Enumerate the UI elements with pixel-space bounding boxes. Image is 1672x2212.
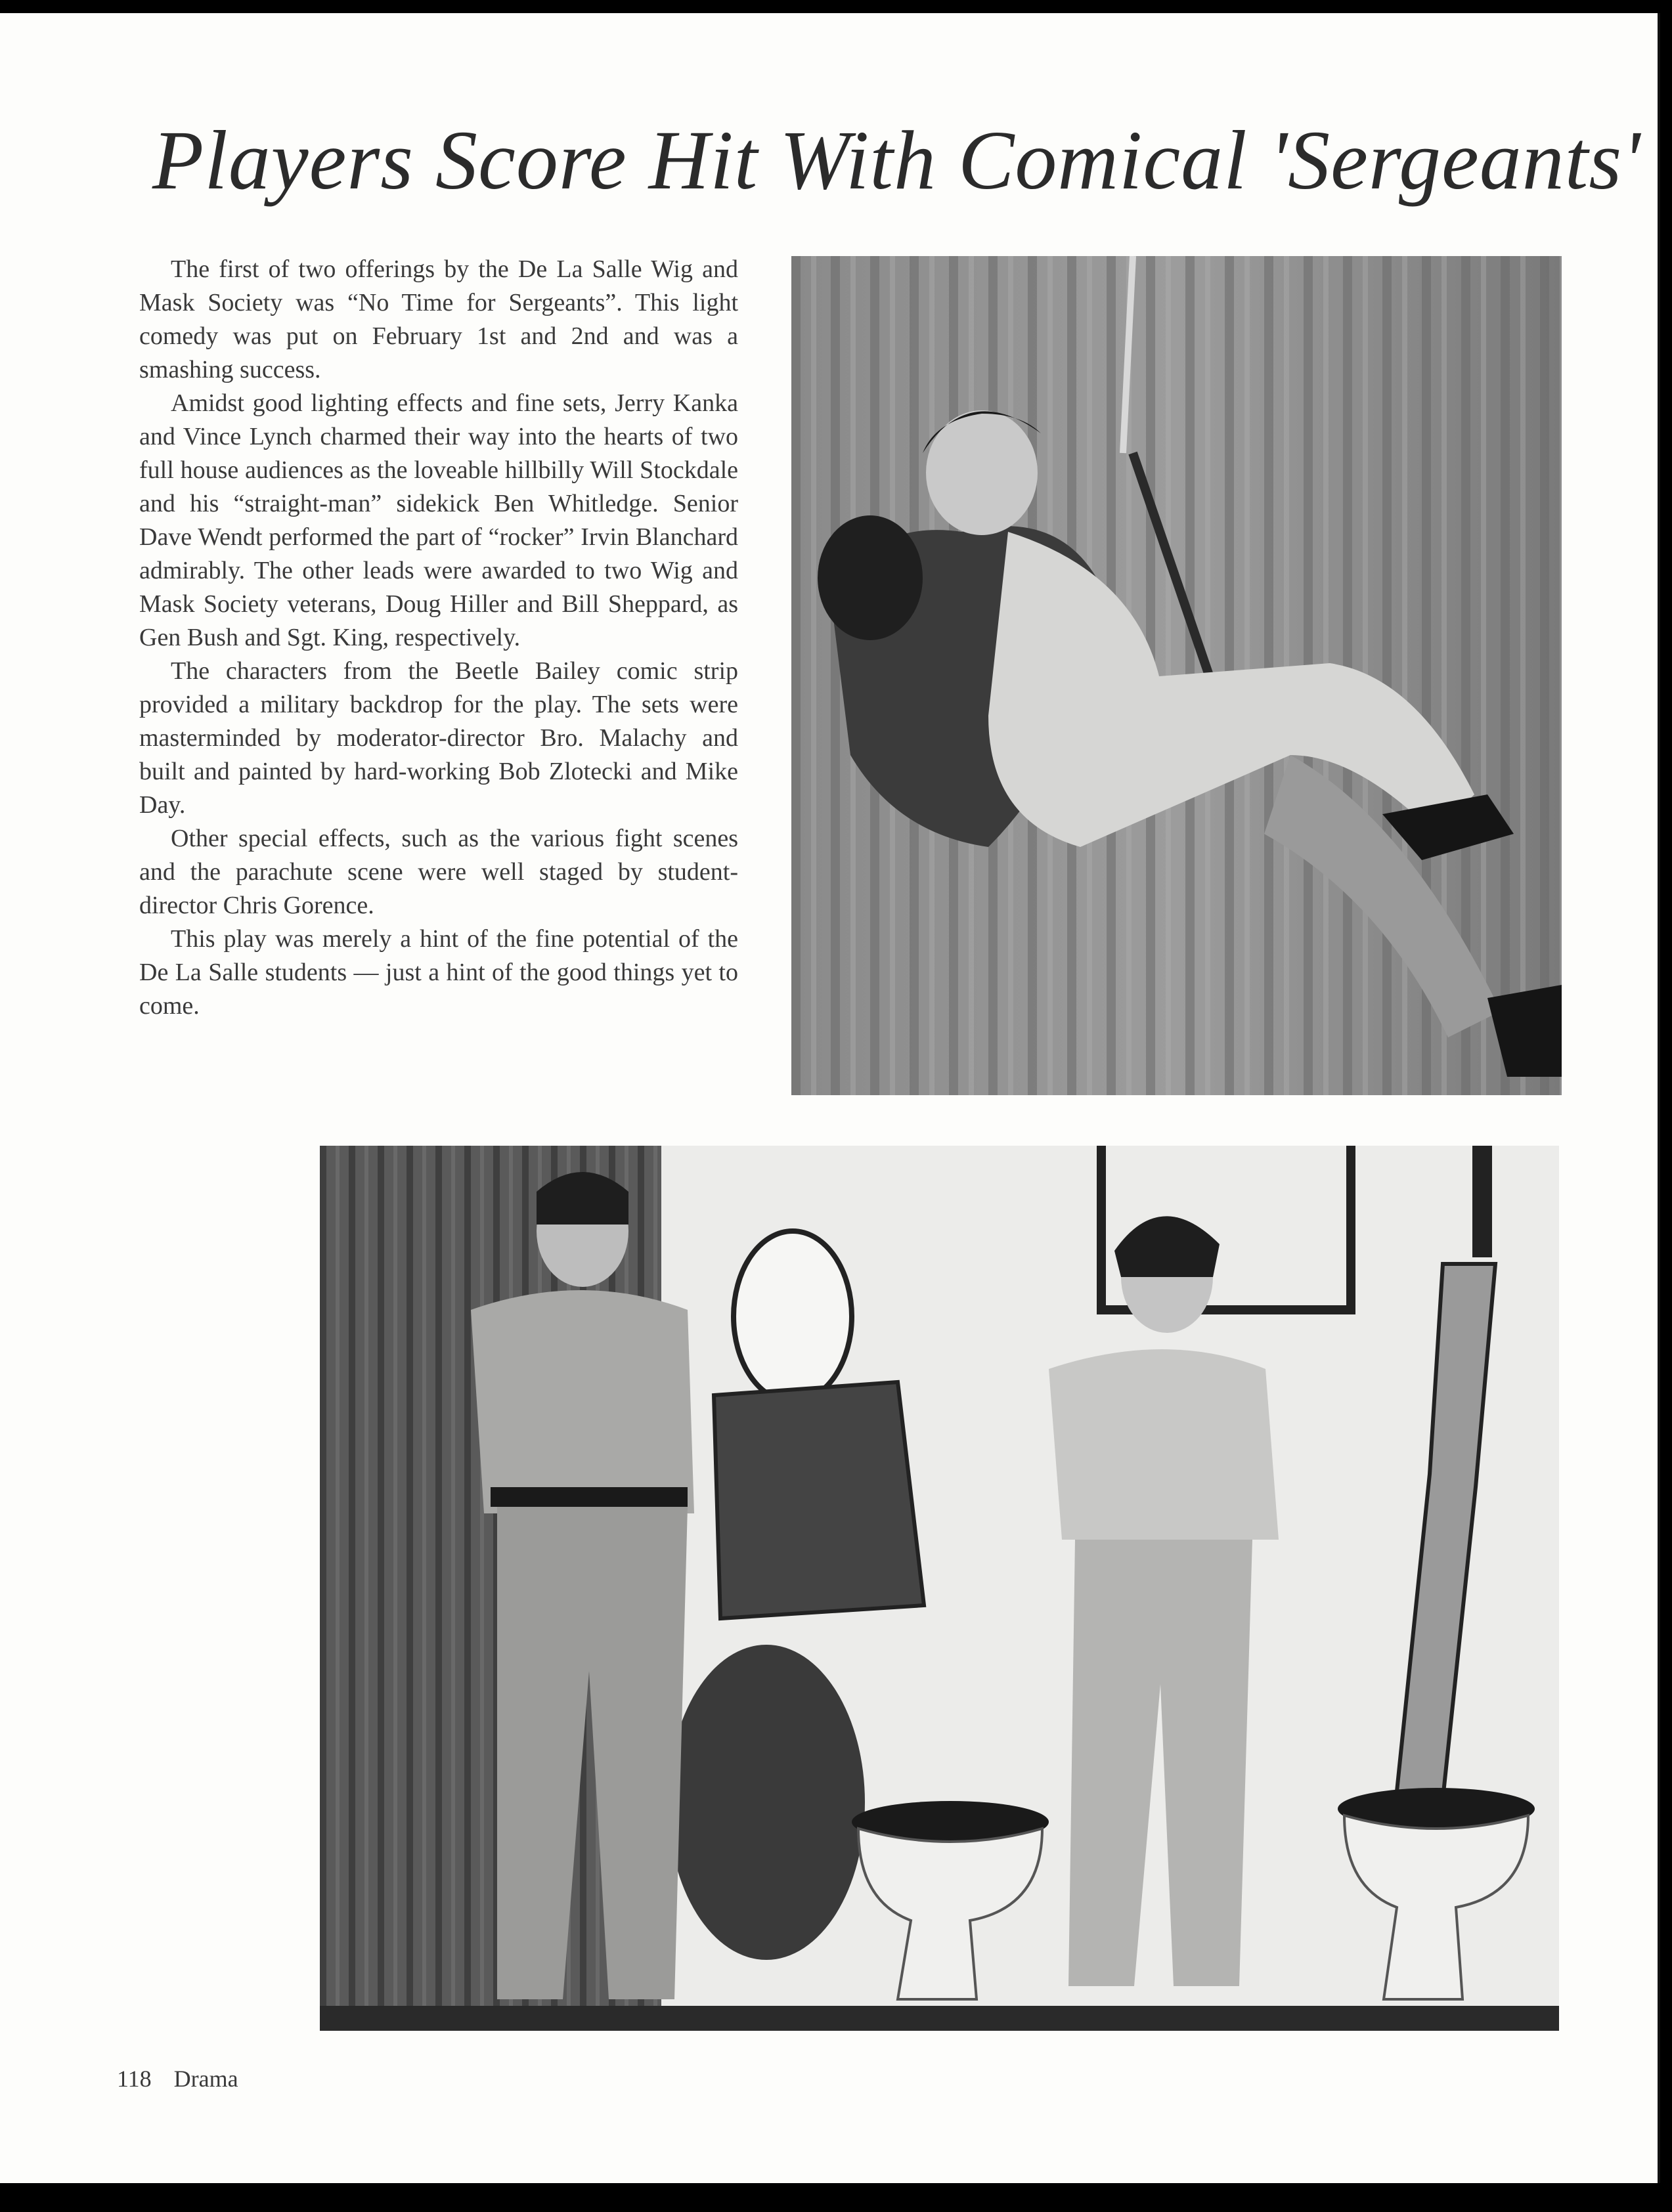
- page-edge-shadow: [1658, 13, 1660, 2183]
- article-paragraph: Other special effects, such as the various fight scenes and the parachute scene were well staged by student-director Chris Gorence.: [139, 825, 738, 919]
- page-title: Players Score Hit With Comical 'Sergeants': [152, 114, 1641, 207]
- article-paragraph: This play was merely a hint of the fine potential of the De La Salle students — just a hint of the good things yet to come.: [139, 925, 738, 1020]
- page-footer: [117, 2065, 238, 2093]
- section-name: Drama: [173, 2066, 238, 2092]
- article-paragraph: The characters from the Beetle Bailey comic strip provided a military backdrop for the play. The sets were masterminded by moderator-director Bro. Malachy and built and painted by hard-working Bob Zlotecki and Mike Day.: [139, 657, 738, 819]
- yearbook-page: [0, 13, 1660, 2183]
- page-number: 118: [117, 2066, 152, 2092]
- article-body: [139, 253, 738, 1023]
- parachute-scene-photo: [791, 256, 1562, 1095]
- article-paragraph: Amidst good lighting effects and fine sets, Jerry Kanka and Vince Lynch charmed their way into the hearts of two full house audiences as the loveable hillbilly Will Stockdale and his “straight-man” sidekick Ben Whitledge. Senior Dave Wendt performed the part of “rocker” Irvin Blanchard admirably. The other leads were awarded to two Wig and Mask Society veterans, Doug Hiller and Bill Sheppard, as Gen Bush and Sgt. King, respectively.: [139, 389, 738, 651]
- article-paragraph: The first of two offerings by the De La Salle Wig and Mask Society was “No Time for Sergeants”. This light comedy was put on February 1st and 2nd and was a smashing success.: [139, 255, 738, 383]
- stage-scene-photo: [320, 1146, 1559, 2031]
